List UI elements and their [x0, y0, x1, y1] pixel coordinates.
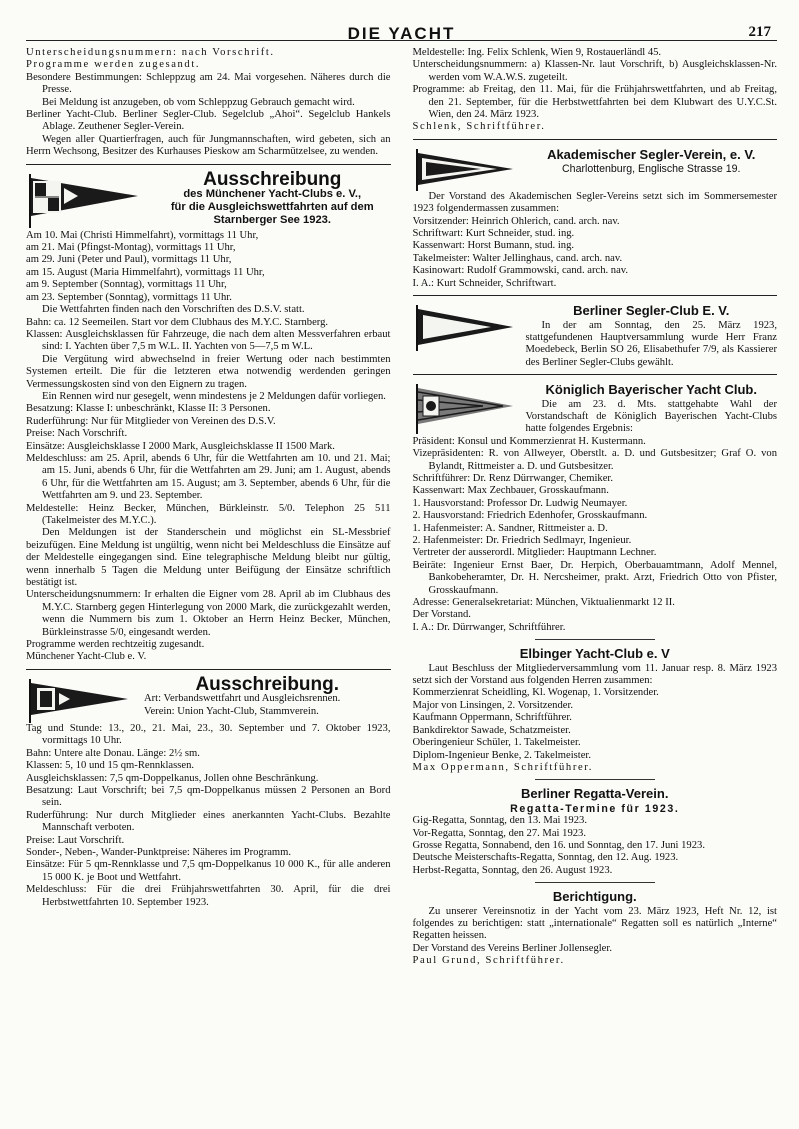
elbing-member: Kommerzienrat Scheidling, Kl. Wogenap, 1. Vorsitzender. [412, 687, 659, 699]
union-bahn: Bahn: Untere alte Donau. Länge: 2½ sm. [26, 747, 200, 759]
asv-member: Takelmeister: Walter Jellinghaus, cand. arch. nav. [412, 252, 623, 264]
asv-header [413, 147, 778, 191]
munich-subtitle-1: des Münchener Yacht-Clubs e. V., [183, 188, 362, 201]
kbyc-header [413, 382, 778, 436]
divider [535, 639, 655, 640]
munich-header [26, 168, 391, 228]
munich-date: am 9. September (Sonntag), vormittags 11 Uhr, [26, 279, 227, 291]
brv-date: Deutsche Meisterschafts-Regatta, Sonntag, den 12. Aug. 1923. [412, 852, 679, 864]
union-einsaetze: Einsätze: Für 5 qm-Rennklasse und 7,5 qm-Doppelkanus 10 000 K., für alle anderen 15 000 K. je Boot und Wettfahrt. [26, 859, 391, 883]
munich-meldestelle: Meldestelle: Heinz Becker, München, Bürkleinstr. 5/0. Telephon 25 511 (Takelmeister des M.Y.C.). [26, 502, 391, 526]
union-tag: Tag und Stunde: 13., 20., 21. Mai, 23., 30. September und 7. Oktober 1923, vormittags 10 Uhr. [26, 722, 391, 747]
asv-burgee-icon [413, 147, 518, 191]
brv-title: Berliner Regatta-Verein. [521, 786, 669, 802]
divider [535, 882, 655, 883]
union-art: Art: Verbandswettfahrt und Ausgleichsrennen. [144, 693, 341, 705]
munich-subtitle-2: für die Ausgleichswettfahrten auf dem [170, 201, 374, 214]
union-preise: Preise: Laut Vorschrift. [26, 834, 125, 846]
brv-date: Grosse Regatta, Sonnabend, den 16. und Sonntag, den 17. Juni 1923. [412, 839, 705, 851]
kbyc-member: 1. Hausvorstand: Professor Dr. Ludwig Neumayer. [412, 497, 628, 509]
union-sonderpreise: Sonder-, Neben-, Wander-Punktpreise: Näheres im Programm. [26, 846, 292, 858]
munich-subtitle-3: Starnberger See 1923. [213, 214, 332, 227]
intro-bestimmungen: Besondere Bestimmungen: Schleppzug am 24. Mai vorgesehen. Näheres durch die Presse. [26, 71, 391, 96]
kbyc-member: Vertreter der ausserordl. Mitglieder: Hauptmann Lechner. [412, 547, 657, 559]
bsc-title: Berliner Segler-Club E. V. [573, 303, 730, 319]
kbyc-intro: Die am 23. d. Mts. stattgehabte Wahl der Vorstandschaft de Königlich Bayerischen Yacht-Clubs hatte folgendes Ergebnis: [525, 398, 777, 435]
asv-member: Kasinowart: Rudolf Grammowski, cand. arch. nav. [412, 265, 629, 277]
munich-verguetung: Die Vergütung wird abwechselnd in freier Wertung oder nach bestimmten Systemen erteilt. Die für die letzteren etwa notwendig werdenden geringen Vermessungskosten sind von den Eignern zu tragen. [26, 353, 391, 390]
page-number: 217 [748, 24, 771, 40]
munich-yacht-club-burgee-icon [26, 172, 146, 228]
munich-date: am 23. September (Sonntag), vormittags 11 Uhr. [26, 291, 232, 303]
elbing-member: Bankdirektor Sawade, Schatzmeister. [412, 724, 571, 736]
kbyc-member: Kassenwart: Max Zechbauer, Grosskaufmann. [412, 485, 609, 497]
brv-date: Gig-Regatta, Sonntag, den 13. Mai 1923. [412, 815, 587, 827]
divider [535, 779, 655, 780]
munich-signature: Münchener Yacht-Club e. V. [26, 651, 147, 663]
munich-unterscheidung: Unterscheidungsnummern: Ir erhalten die Eigner vom 28. April ab im Clubhaus des M.Y.C. Starnberg gegen Hinterlegung von 2000 Mark, die zurückgezahlt werden, wenn die Nummern bis zum 1. Oktober an Herrn Heinz Becker, München, Bürkleinstrasse 5/0, eingesandt werden. [26, 589, 391, 638]
page-header [26, 10, 777, 41]
asv-member: Schriftwart: Kurt Schneider, stud. ing. [412, 228, 575, 240]
munich-preise: Preise: Nach Vorschrift. [26, 428, 128, 440]
munich-klassen: Klassen: Ausgleichsklassen für Fahrzeuge, die nach dem alten Messverfahren erbaut sind: I. Yachten über 7,5 m W.L. II. Yachten von 5—7,5 m W.L. [26, 328, 391, 353]
elbing-intro: Laut Beschluss der Mitgliederversammlung vom 11. Januar resp. 8. März 1923 setzt sich der Vorstand aus folgenden Herren zusammen: [412, 662, 777, 687]
munich-vorschriften: Die Wettfahrten finden nach den Vorschriften des D.S.V. statt. [42, 304, 305, 316]
elbing-member: Major von Linsingen, 2. Vorsitzender. [412, 699, 574, 711]
union-klassen: Klassen: 5, 10 und 15 qm-Rennklassen. [26, 760, 195, 772]
brv-subtitle: Regatta-Termine für 1923. [510, 802, 680, 815]
kbyc-member: 2. Hafenmeister: Dr. Friedrich Sedlmayr, Ingenieur. [412, 535, 632, 546]
union-meldestelle: Meldestelle: Ing. Felix Schlenk, Wien 9, Rostauerländl 45. [412, 47, 662, 58]
munich-rennen: Ein Rennen wird nur gesegelt, wenn mindestens je 2 Meldungen dafür vorliegen. [42, 390, 386, 402]
munich-programme: Programme werden rechtzeitig zugesandt. [26, 639, 205, 651]
union-ruderfuehrung: Ruderführung: Nur durch Mitglieder eines anerkannten Yacht-Clubs. Bezahlte Mannschaft verboten. [26, 809, 391, 834]
intro-programme: Programme werden zugesandt. [26, 59, 201, 71]
union-yacht-club-burgee-icon [26, 677, 136, 723]
munich-einsaetze: Einsätze: Ausgleichsklasse I 2000 Mark, Ausgleichsklasse II 1500 Mark. [26, 440, 335, 452]
intro-clubs: Berliner Yacht-Club. Berliner Segler-Club. Segelclub „Ahoi“. Segelclub Hankels Ablage. Zeuthener Segler-Verein. [26, 109, 391, 133]
kbyc-member: 2. Hausvorstand: Friedrich Edenhofer, Grosskaufmann. [412, 510, 648, 522]
munich-meldungen: Den Meldungen ist der Standerschein und möglichst ein SL-Messbrief beizufügen. Eine Meldung ist ungültig, wenn nicht bei Meldeschluss die Einsätze auf der Meldestelle eingegangen sind. Eine telegraphische Meldung bleibt nur gültig, wenn innerhalb 5 Tagen die Meldung unter Beifügung der Einsätze schriftlich bestätigt ist. [26, 527, 391, 589]
asv-member: Kassenwart: Horst Bumann, stud. ing. [412, 240, 575, 252]
right-column [413, 47, 778, 968]
magazine-title: DIE YACHT [347, 24, 456, 43]
berichtigung-title: Berichtigung. [552, 889, 637, 905]
berichtigung-text: Zu unserer Vereinsnotiz in der Yacht vom 23. März 1923, Heft Nr. 12, ist folgendes zu berichtigen: statt „internationale“ Regatten soll es natürlich „Interne“ Regatten heissen. [412, 905, 777, 942]
kbyc-member: Schriftführer: Dr. Renz Dürrwanger, Chemiker. [412, 472, 613, 484]
divider [26, 164, 391, 165]
union-besatzung: Besatzung: Laut Vorschrift; bei 7,5 qm-Doppelkanus müssen 2 Personen an Bord sein. [26, 784, 391, 809]
kbyc-burgee-icon [413, 382, 518, 434]
munich-title: Ausschreibung [203, 168, 342, 190]
berichtigung-signature: Paul Grund, Schriftführer. [412, 955, 565, 967]
elbing-member: Oberingenieur Schüler, 1. Takelmeister. [412, 737, 581, 749]
brv-date: Vor-Regatta, Sonntag, den 27. Mai 1923. [412, 827, 586, 839]
elbing-member: Diplom-Ingenieur Benke, 2. Takelmeister. [412, 749, 592, 761]
kbyc-member: Vizepräsidenten: R. von Allweyer, Oberstlt. a. D. und Gutsbesitzer; Graf O. von Bylandt, Rittmeister a. D. und Gutsbesitzer. [412, 448, 777, 472]
asv-title: Akademischer Segler-Verein, e. V. [547, 146, 756, 162]
intro-unterscheidung: Unterscheidungsnummern: nach Vorschrift. [26, 47, 275, 58]
divider [26, 669, 391, 670]
munich-meldeschluss: Meldeschluss: am 25. April, abends 6 Uhr, für die Wettfahrten am 10. und 21. Mai; am 15. Juni, abends 6 Uhr, für die Wettfahrten am 29. Juni; am 1. August, abends 6 Uhr, für die Wettfahrten am 15. August; am 3. September, abends 6 Uhr, für die Wettfahrten am 9. und 23. September. [26, 452, 391, 502]
intro-quartier: Wegen aller Quartierfragen, auch für Jungmannschaften, wird gebeten, sich an Herrn Wechsong, Besitzer des Kurhauses Pieskow am Scharmützelsee, zu wenden. [26, 133, 391, 158]
asv-member: Vorsitzender: Heinrich Ohlerich, cand. arch. nav. [412, 215, 620, 227]
kbyc-member: 1. Hafenmeister: A. Sandner, Rittmeister a. D. [412, 522, 608, 534]
asv-signature: I. A.: Kurt Schneider, Schriftwart. [412, 277, 557, 289]
bsc-burgee-icon [413, 303, 518, 351]
divider [413, 139, 778, 140]
elbing-member: Kaufmann Oppermann, Schriftführer. [412, 712, 572, 724]
elbing-title: Elbinger Yacht-Club e. V [519, 646, 670, 662]
munich-ruderfuehrung: Ruderführung: Nur für Mitglieder von Vereinen des D.S.V. [26, 415, 276, 427]
bsc-header [413, 303, 778, 369]
divider [413, 295, 778, 296]
munich-date: am 29. Juni (Peter und Paul), vormittags 11 Uhr, [26, 254, 232, 266]
kbyc-title: Königlich Bayerischer Yacht Club. [545, 382, 757, 398]
asv-subtitle: Charlottenburg, Englische Strasse 19. [562, 163, 741, 176]
union-unterscheidung: Unterscheidungsnummern: a) Klassen-Nr. laut Vorschrift, b) Ausgleichsklassen-Nr. werden vom W.A.W.S. zugeteilt. [412, 59, 777, 83]
berichtigung-signature-line: Der Vorstand des Vereins Berliner Jollensegler. [412, 942, 612, 954]
munich-date: Am 10. Mai (Christi Himmelfahrt), vormittags 11 Uhr, [26, 229, 259, 241]
munich-date: am 21. Mai (Pfingst-Montag), vormittags 11 Uhr, [26, 242, 236, 254]
kbyc-member: Beiräte: Ingenieur Ernst Baer, Dr. Herpich, Oberbauamtmann, Adolf Mennel, Bankobeheramter, Dr. H. Nercsheimer, prakt. Arzt, Friedrich Otto von Pfister, Grosskaufmann. [412, 559, 777, 596]
elbing-signature: Max Oppermann, Schriftführer. [412, 761, 594, 773]
union-ausgleich: Ausgleichsklassen: 7,5 qm-Doppelkanus, Jollen ohne Beschränkung. [26, 772, 319, 784]
union-title: Ausschreibung. [195, 673, 340, 695]
kbyc-member: Adresse: Generalsekretariat: München, Viktualienmarkt 12 II. [412, 597, 675, 609]
union-header [26, 673, 391, 723]
bsc-text: In der am Sonntag, den 25. März 1923, stattgefundenen Hauptversammlung wurde Herr Franz Moedebeck, Berlin SO 26, Elisabethufer 7/9, als Kassierer des Berliner Segler-Clubs gewählt. [525, 319, 777, 368]
union-meldeschluss: Meldeschluss: Für die drei Frühjahrswettfahrten 30. April, für die drei Herbstwettfahrten 10. September 1923. [26, 884, 391, 908]
left-column [26, 47, 391, 968]
munich-date: am 15. August (Maria Himmelfahrt), vormittags 11 Uhr, [26, 266, 265, 278]
munich-besatzung: Besatzung: Klasse I: unbeschränkt, Klasse II: 3 Personen. [26, 403, 271, 415]
kbyc-member: Präsident: Konsul und Kommerzienrat H. Kustermann. [412, 435, 646, 447]
kbyc-vorstand: Der Vorstand. [412, 609, 471, 621]
divider [413, 374, 778, 375]
intro-meldung: Bei Meldung ist anzugeben, ob vom Schleppzug Gebrauch gemacht wird. [42, 96, 355, 108]
union-signature: Schlenk, Schriftführer. [412, 121, 546, 133]
brv-date: Herbst-Regatta, Sonntag, den 26. August 1923. [412, 864, 613, 876]
asv-intro: Der Vorstand des Akademischen Segler-Vereins setzt sich im Sommersemester 1923 folgendermassen zusammen: [412, 190, 777, 215]
munich-bahn: Bahn: ca. 12 Seemeilen. Start vor dem Clubhaus des M.Y.C. Starnberg. [26, 316, 329, 328]
union-programme: Programme: ab Freitag, den 11. Mai, für die Frühjahrswettfahrten, und ab Freitag, den 21. September, für die Herbstwettfahrten bei dem Klubwart des U.Y.C.St. Wien, den 24. März 1923. [412, 84, 777, 121]
union-verein: Verein: Union Yacht-Club, Stammverein. [144, 705, 319, 717]
kbyc-signature: I. A.: Dr. Dürrwanger, Schriftführer. [412, 621, 566, 633]
